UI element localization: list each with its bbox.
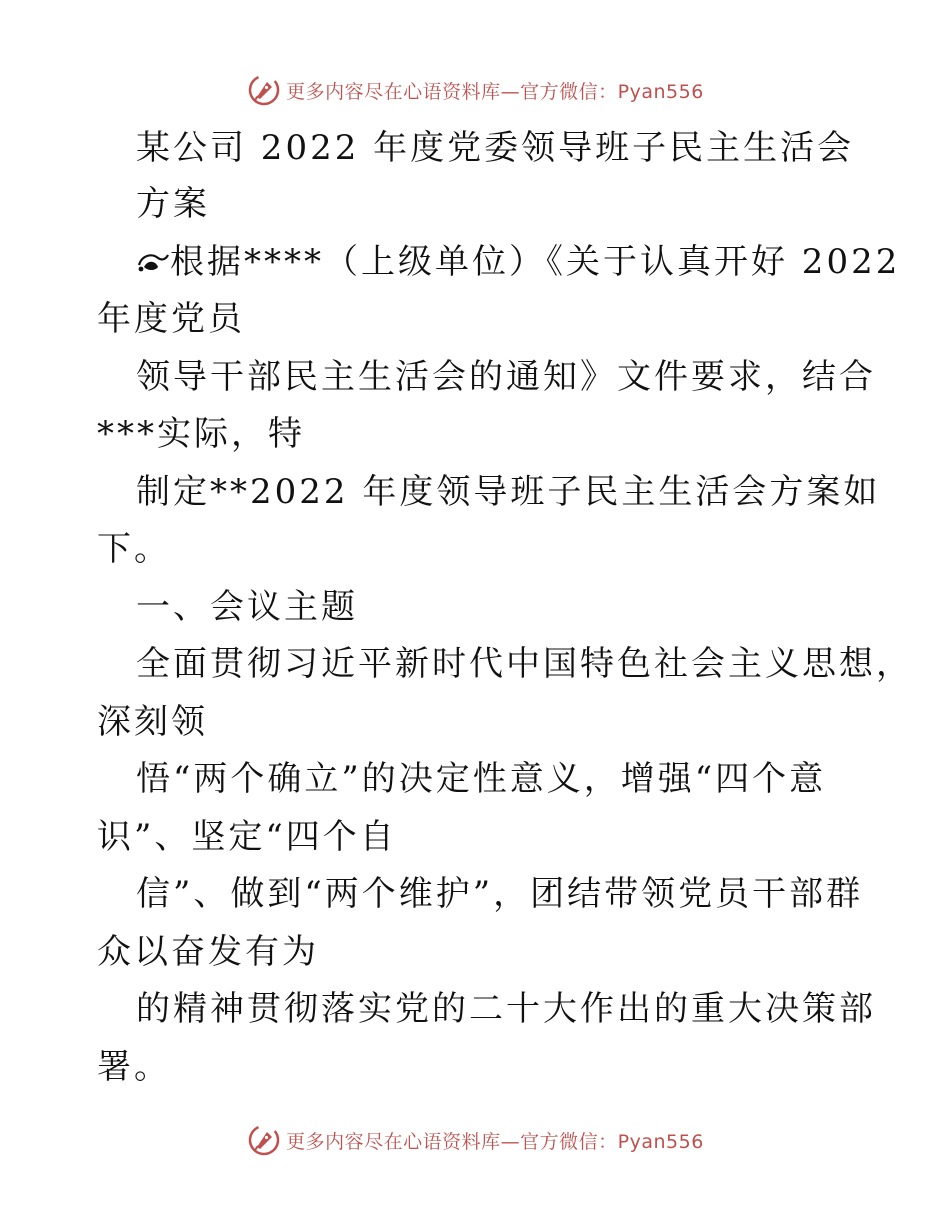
document-title-continued: 方案 [136,184,210,224]
paragraph-line: 深刻领 [97,702,208,742]
paragraph-line: 信”、做到“两个维护”，团结带领党员干部群 [136,874,864,914]
paragraph-line: 领导干部民主生活会的通知》文件要求，结合 [136,357,876,397]
paragraph-line [136,242,900,282]
watermark-banner-top [0,68,950,112]
paragraph-line: ***实际，特 [97,414,305,454]
paragraph-line: 年度党员 [97,299,245,339]
paragraph-line: 下。 [97,529,171,569]
paragraph-line: 识”、坚定“四个自 [97,817,397,857]
paragraph-line: 悟“两个确立”的决定性意义，增强“四个意 [136,759,827,799]
section-heading: 一、会议主题 [136,587,358,627]
leaf-ornament-icon [136,249,170,275]
watermark-banner-bottom [0,1118,950,1162]
paragraph-line: 制定**2022 年度领导班子民主生活会方案如 [136,472,881,512]
paragraph-line: 全面贯彻习近平新时代中国特色社会主义思想， [136,644,913,684]
paragraph-text: 根据****（上级单位）《关于认真开好 2022 [170,242,901,282]
watermark-text: 更多内容尽在心语资料库—官方微信：Pyan556 [286,80,704,103]
watermark-text: 更多内容尽在心语资料库—官方微信：Pyan556 [286,1130,704,1153]
pen-nib-logo-icon [246,72,282,108]
paragraph-line: 众以奋发有为 [97,932,319,972]
pen-nib-logo-icon [246,1122,282,1158]
document-title: 某公司 2022 年度党委领导班子民主生活会 [136,128,855,168]
paragraph-line: 的精神贯彻落实党的二十大作出的重大决策部 [136,989,876,1029]
paragraph-line: 署。 [97,1047,171,1087]
